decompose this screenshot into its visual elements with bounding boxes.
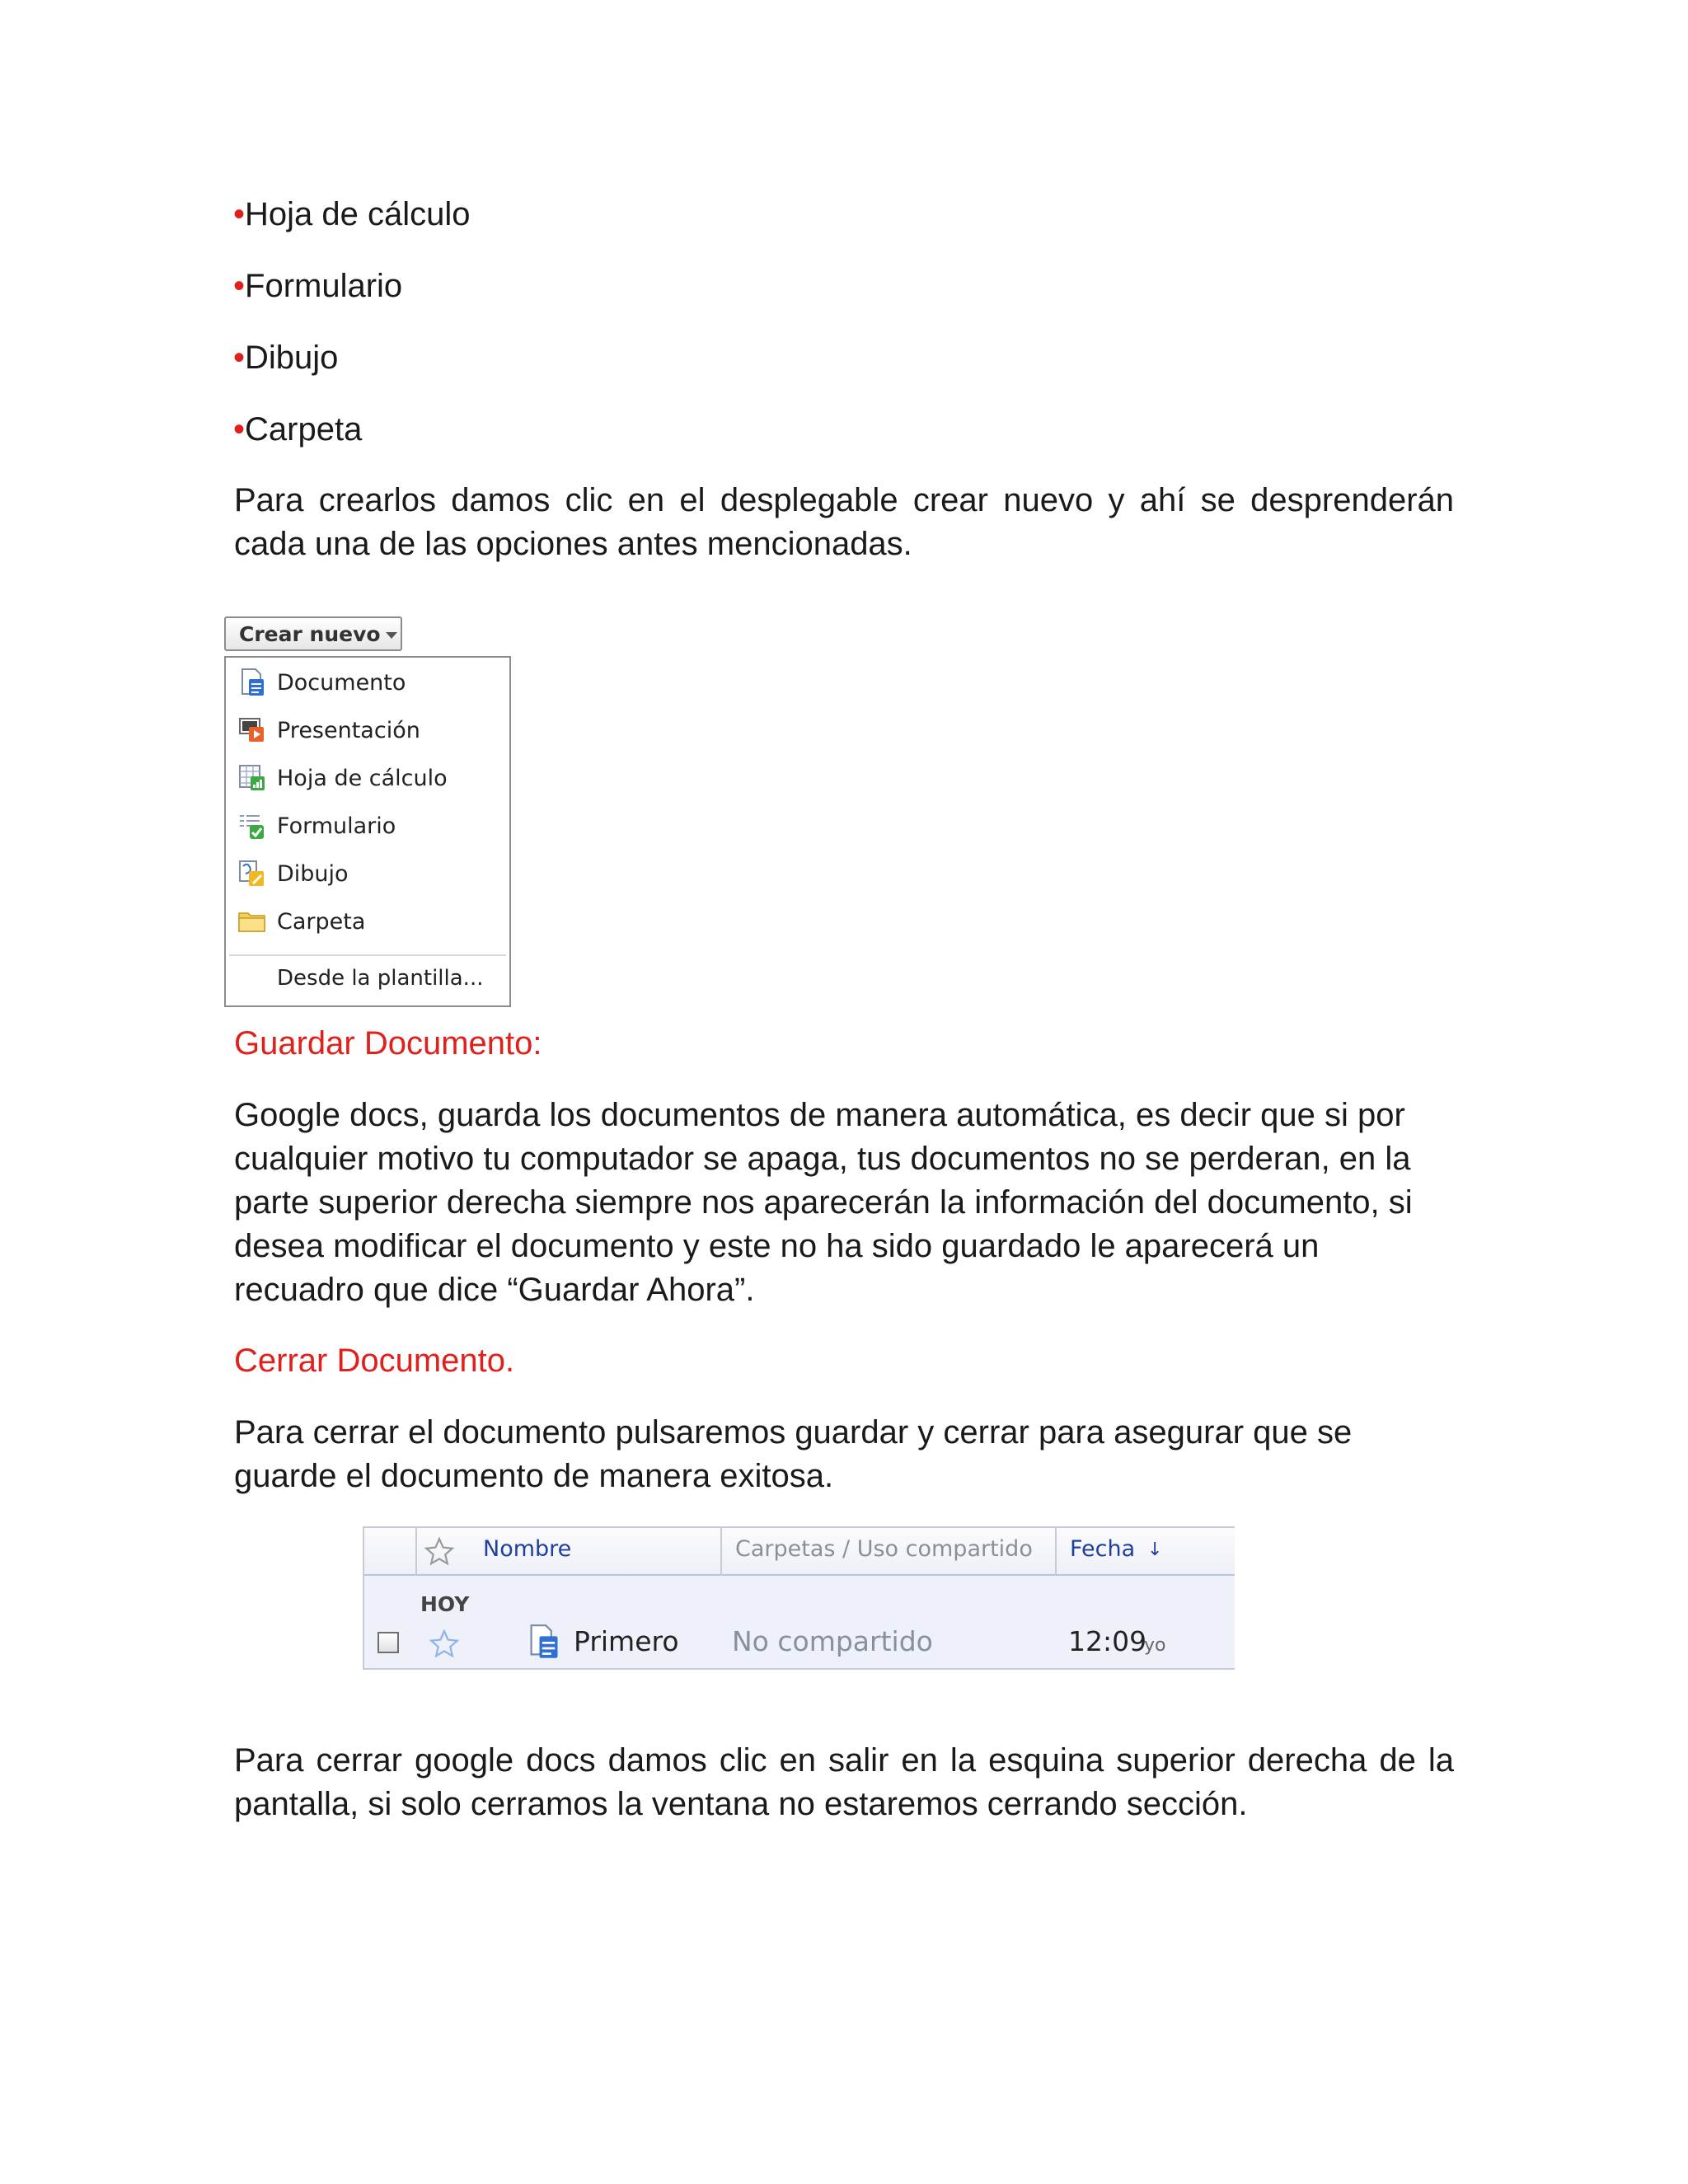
menu-item-from-template[interactable]: Desde la plantilla... bbox=[277, 966, 484, 991]
presentation-icon bbox=[237, 715, 267, 745]
row-checkbox[interactable] bbox=[377, 1632, 399, 1653]
menu-item-spreadsheet[interactable] bbox=[237, 762, 448, 794]
menu-item-label: Hoja de cálculo bbox=[277, 765, 448, 791]
file-list-screenshot bbox=[363, 1526, 1235, 1670]
folder-icon bbox=[237, 907, 267, 936]
menu-item-drawing[interactable] bbox=[237, 857, 349, 890]
create-new-button[interactable] bbox=[224, 616, 402, 651]
close-heading: Cerrar Documento. bbox=[234, 1343, 515, 1379]
star-icon[interactable] bbox=[424, 1536, 455, 1568]
menu-item-folder[interactable] bbox=[237, 905, 365, 938]
bullet-marker: • bbox=[233, 268, 246, 304]
bullet-text: Dibujo bbox=[245, 340, 339, 376]
drawing-icon bbox=[237, 859, 267, 888]
bullet-item bbox=[233, 194, 471, 234]
bullet-item bbox=[233, 338, 338, 377]
intro-paragraph: Para crearlos damos clic en el desplegable crear nuevo y ahí se desprenderán cada una de las opciones antes mencionadas. bbox=[234, 482, 1454, 562]
bullet-text: Formulario bbox=[245, 268, 403, 304]
column-divider bbox=[720, 1528, 722, 1576]
menu-item-label: Presentación bbox=[277, 717, 420, 743]
sort-arrow-icon[interactable]: ↓ bbox=[1147, 1540, 1163, 1560]
file-list-header bbox=[363, 1526, 1235, 1576]
file-name-link[interactable]: Primero bbox=[574, 1625, 679, 1657]
bullet-marker: • bbox=[233, 411, 246, 448]
menu-item-form[interactable] bbox=[237, 809, 396, 842]
menu-divider bbox=[229, 954, 506, 956]
form-icon bbox=[237, 811, 267, 841]
save-heading: Guardar Documento: bbox=[234, 1025, 542, 1062]
close-paragraph: Para cerrar el documento pulsaremos guardar y cerrar para asegurar que se guarde el documento de manera exitosa. bbox=[234, 1414, 1353, 1494]
menu-item-document[interactable] bbox=[237, 666, 406, 699]
file-sharing-status: No compartido bbox=[732, 1625, 933, 1657]
column-folders-sharing[interactable]: Carpetas / Uso compartido bbox=[735, 1536, 1033, 1562]
menu-item-label: Documento bbox=[277, 669, 406, 696]
save-paragraph: Google docs, guarda los documentos de manera automática, es decir que si por cualquier motivo tu computador se apaga, tus documentos no se perderan, en la parte superior derecha siempre nos aparecerán la información del documento, si desea modificar el documento y este no ha sido guardado le aparecerá un recuadro que dice “Guardar Ahora”. bbox=[234, 1097, 1413, 1308]
file-list-border bbox=[363, 1526, 364, 1670]
file-modified-time: 12:09 bbox=[1068, 1625, 1147, 1657]
document-icon bbox=[237, 668, 267, 697]
column-divider bbox=[1055, 1528, 1057, 1576]
spreadsheet-icon bbox=[237, 763, 267, 793]
column-date[interactable]: Fecha bbox=[1070, 1536, 1136, 1562]
create-new-menu-screenshot bbox=[224, 616, 513, 1008]
bullet-marker: • bbox=[233, 196, 246, 232]
final-paragraph: Para cerrar google docs damos clic en salir en la esquina superior derecha de la pantalla, si solo cerramos la ventana no estaremos cerrando sección. bbox=[234, 1742, 1454, 1822]
bullet-item bbox=[233, 266, 402, 306]
column-name[interactable]: Nombre bbox=[483, 1536, 572, 1562]
menu-item-label: Dibujo bbox=[277, 860, 349, 887]
bullet-item bbox=[233, 410, 362, 449]
menu-item-label: Formulario bbox=[277, 813, 396, 839]
create-new-label: Crear nuevo bbox=[239, 621, 381, 646]
menu-item-label: Carpeta bbox=[277, 908, 366, 935]
column-divider bbox=[415, 1528, 417, 1576]
menu-item-presentation[interactable] bbox=[237, 714, 420, 747]
group-label-today: HOY bbox=[420, 1592, 470, 1616]
bullet-text: Carpeta bbox=[245, 411, 363, 448]
chevron-down-icon bbox=[386, 632, 397, 639]
create-new-dropdown bbox=[224, 656, 511, 1007]
bullet-marker: • bbox=[233, 340, 246, 376]
document-icon bbox=[528, 1624, 560, 1660]
file-modified-by: yo bbox=[1144, 1635, 1166, 1656]
star-icon[interactable] bbox=[429, 1629, 460, 1660]
bullet-text: Hoja de cálculo bbox=[245, 196, 471, 232]
